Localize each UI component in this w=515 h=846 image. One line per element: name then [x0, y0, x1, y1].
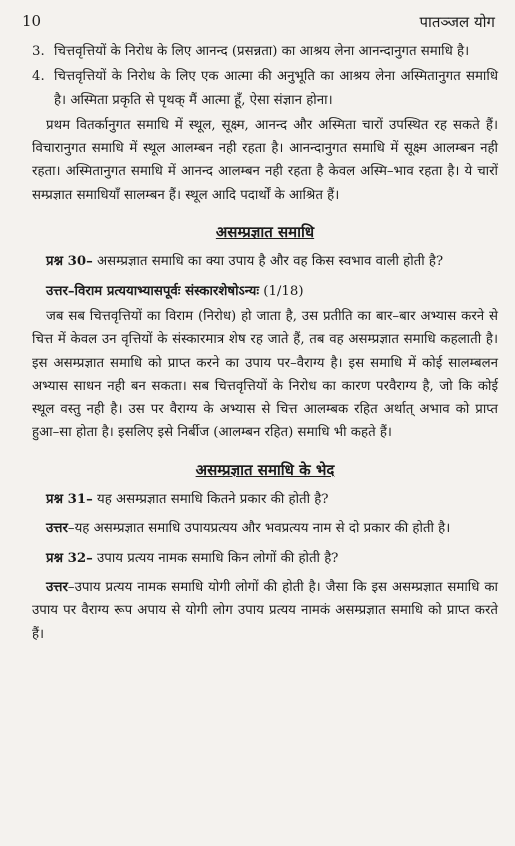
answer-text: –उपाय प्रत्यय नामक समाधि योगी लोगों की होती है। जैसा कि इस असम्प्रज्ञात समाधि का उपाय पर वैराग्य रूप अपाय से योगी लोग उपाय प्रत्यय नामकं असम्प्रज्ञात समाधि को प्राप्त करते हैं।: [32, 579, 498, 642]
answer-text: –यह असम्प्रज्ञात समाधि उपायप्रत्यय और भवप्रत्यय नाम से दो प्रकार की होती है।: [67, 521, 451, 537]
question-text: यह असम्प्रज्ञात समाधि कितने प्रकार की होती है?: [92, 492, 329, 508]
question-30: [32, 250, 498, 273]
question-text: असम्प्रज्ञात समाधि का क्या उपाय है और वह किस स्वभाव वाली होती है?: [92, 254, 444, 270]
paragraph: जब सब चित्तवृत्तियों का विराम (निरोध) हो जाता है, उस प्रतीति का बार–बार अभ्यास करने से चित्त में केवल उन वृत्तियों के संस्कारमात्र शेष रह जाते हैं, तब वह असम्प्रज्ञात समाधि कहलाती है। इस असम्प्रज्ञात समाधि को प्राप्त करने का उपाय पर–वैराग्य है। इस समाधि में कोई सालम्बलन अभ्यास साधन नही बन सकता। सब चित्तवृत्तियों के निरोध का कारण परवैराग्य है, जो कि कोई स्थूल वस्तु नही है। उस पर वैराग्य के अभ्यास से चित्त आलम्बक रहित अर्थात् अभाव को प्राप्त हुआ–सा होता है। इसलिए इसे निर्बीज (आलम्बन रहित) समाधि भी कहते हैं।: [32, 308, 498, 441]
answer-label: उत्तर–विराम प्रत्ययाभ्यासपूर्वः संस्कारशेषोऽन्यः: [46, 283, 260, 299]
list-text: चित्तवृत्तियों के निरोध के लिए आनन्द (प्रसन्नता) का आश्रय लेना आनन्दानुगत समाधि है।: [54, 44, 470, 59]
question-31: [32, 488, 498, 511]
question-label: प्रश्न 30–: [46, 254, 93, 270]
list-item: [32, 65, 498, 112]
answer-label: उत्तर: [46, 579, 68, 595]
running-title: पातञ्जल योग: [419, 13, 495, 31]
paragraph: प्रथम वितर्कानुगत समाधि में स्थूल, सूक्ष्म, आनन्द और अस्मिता चारों उपस्थित रह सकते हैं। विचारानुगत समाधि में स्थूल आलम्बन नही रहता है। आनन्दानुगत समाधि में सूक्ष्म आलम्बन नही रहता। अस्मितानुगत समाधि में आनन्द आलम्बन नही रहता है केवल अस्मि–भाव रहता है। ये चारों सम्प्रज्ञात समाधियाँ सालम्बन हैं। स्थूल आदि पदार्थों के आश्रित हैं।: [32, 117, 498, 203]
list-number: 4.: [32, 69, 45, 85]
answer-label: उत्तर: [46, 521, 68, 537]
list-text: चित्तवृत्तियों के निरोध के लिए एक आत्मा की अनुभूति का आश्रय लेना अस्मितानुगत समाधि है। अस्मिता प्रकृति से पृथक् मैं आत्मा हूँ, ऐसा संज्ञान होना।: [54, 69, 498, 108]
page-header: [22, 12, 495, 32]
page-number: 10: [22, 12, 42, 30]
question-label: प्रश्न 31–: [46, 492, 93, 508]
section-heading: असम्प्रज्ञात समाधि: [215, 223, 315, 242]
question-label: प्रश्न 32–: [46, 550, 93, 566]
question-text: उपाय प्रत्यय नामक समाधि किन लोगों की होती है?: [92, 550, 339, 566]
question-32: [32, 547, 498, 570]
list-item: [32, 40, 498, 63]
list-number: 3.: [32, 44, 45, 59]
page-body: [32, 40, 498, 648]
answer-30-sutra: [32, 280, 498, 303]
answer-32: [32, 576, 498, 646]
sutra-reference: (1/18): [259, 283, 304, 299]
answer-31: [32, 517, 498, 540]
section-heading: असम्प्रज्ञात समाधि के भेद: [195, 460, 335, 479]
